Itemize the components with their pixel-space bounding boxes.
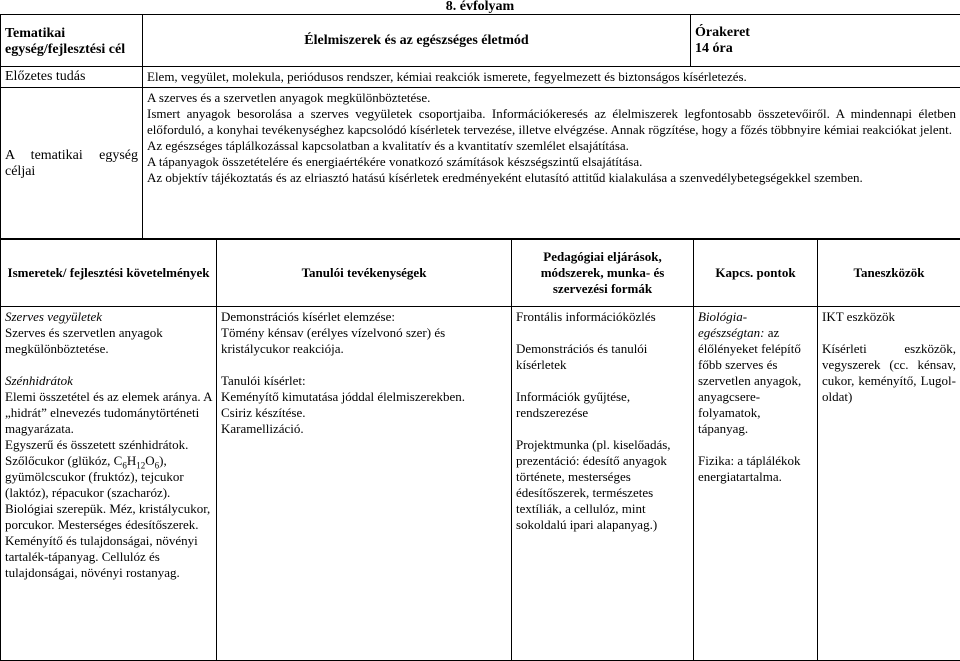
goals-row bbox=[1, 88, 960, 240]
col-header-methods: Pedagógiai eljárások, módszerek, munka- és szervezési formák bbox=[512, 239, 694, 307]
method-text: Projektmunka (pl. kiselőadás, prezentáció: édesítő anyagok története, mesterséges édesítőszerek, természetes textíliák, a cellulóz, mint sokoldalú ipari alapanyag.) bbox=[516, 437, 689, 533]
method-text: Információk gyűjtése, rendszerezése bbox=[516, 389, 689, 421]
goal-item: Az objektív tájékoztatás és az elriasztó hatású kísérletek eredményeként elutasító attitűd kialakulása a szenvedélybetegségekkel szemben. bbox=[147, 170, 956, 186]
link-text: Fizika: a táplálékok energiatartalma. bbox=[698, 453, 813, 485]
link-text: Biológia-egészségtan: az élőlényeket felépítő főbb szerves és szervetlen anyagok, anyagcsere-folyamatok, tápanyag. bbox=[698, 309, 813, 437]
goal-item: A tápanyagok összetételére és energiaértékére vonatkozó számítások készségszintű elsajátítása. bbox=[147, 154, 956, 170]
goals-text bbox=[143, 88, 960, 240]
methods-cell bbox=[512, 307, 694, 661]
content-header-row bbox=[1, 239, 960, 307]
topic-header-row bbox=[1, 15, 960, 67]
method-text: Demonstrációs és tanulói kísérletek bbox=[516, 341, 689, 373]
col-header-tools: Taneszközök bbox=[818, 239, 960, 307]
topic-title-cell: Élelmiszerek és az egészséges életmód bbox=[143, 15, 691, 67]
goal-item: Az egészséges táplálkozással kapcsolatban a kvalitatív és a kvantitatív szemlélet elsajátítása. bbox=[147, 138, 956, 154]
hours-cell bbox=[691, 15, 960, 67]
prereq-label: Előzetes tudás bbox=[1, 67, 143, 88]
tool-text: Kísérleti eszközök, vegyszerek (cc. kénsav, cukor, keményítő, Lugol-oldat) bbox=[822, 341, 956, 405]
prereq-text: Elem, vegyület, molekula, periódusos rendszer, kémiai reakciók ismerete, fegyelmezett és biztonságos kísérletezés. bbox=[143, 67, 960, 88]
col-header-links: Kapcs. pontok bbox=[694, 239, 818, 307]
activity-text: Tömény kénsav (erélyes vízelvonó szer) és kristálycukor reakciója. bbox=[221, 325, 507, 357]
goal-item: Ismert anyagok besorolása a szerves vegyületek csoportjaiba. Információkeresés az élelmiszerek legfontosabb összetevőiről. A mindennapi életben előforduló, a konyhai tevékenységhez kapcsolódó kísérletek tervezése, illetve elvégzése. Annak rögzítése, hogy a főzés többnyire kémiai reakciókat jelent. bbox=[147, 106, 956, 138]
method-text: Frontális információközlés bbox=[516, 309, 689, 325]
activity-text: Demonstrációs kísérlet elemzése: bbox=[221, 309, 507, 325]
activity-text: Csiriz készítése. bbox=[221, 405, 507, 421]
topic-summary-table bbox=[0, 14, 960, 240]
knowledge-cell bbox=[1, 307, 217, 661]
hours-label: Órakeret bbox=[695, 25, 956, 41]
content-row bbox=[1, 307, 960, 661]
subtopic-heading: Szénhidrátok bbox=[5, 373, 212, 389]
prereq-row bbox=[1, 67, 960, 88]
goal-item: A szerves és a szervetlen anyagok megkülönböztetése. bbox=[147, 90, 956, 106]
goals-label: A tematikai egység céljai bbox=[1, 88, 143, 240]
subtopic-heading: Szerves vegyületek bbox=[5, 309, 212, 325]
knowledge-text: Szerves és szervetlen anyagok megkülönböztetése. bbox=[5, 325, 212, 357]
knowledge-text: Egyszerű és összetett szénhidrátok. Szőlőcukor (glükóz, $C_6H_{12}O_6$), gyümölcscukor (fruktóz), tejcukor (laktóz), répacukor (szacharóz). Biológiai szerepük. Méz, kristálycukor, porcukor. Mesterséges édesítőszerek. Keményítő és tulajdonságai, növényi tartalék-tápanyag. Cellulóz és tulajdonságai, növényi rostanyag. bbox=[5, 437, 212, 581]
grade-heading: 8. évfolyam bbox=[0, 0, 960, 14]
knowledge-text: Elemi összetétel és az elemek aránya. A „hidrát” elnevezés tudománytörténeti magyarázata. bbox=[5, 389, 212, 437]
glucose-formula: $C_6H_{12}O_6$ bbox=[114, 453, 159, 468]
activity-text: Karamellizáció. bbox=[221, 421, 507, 437]
tools-cell bbox=[818, 307, 960, 661]
col-header-activities: Tanulói tevékenységek bbox=[217, 239, 512, 307]
activities-cell bbox=[217, 307, 512, 661]
content-table bbox=[0, 238, 960, 661]
activity-text: Keményítő kimutatása jóddal élelmiszerekben. bbox=[221, 389, 507, 405]
activity-text: Tanulói kísérlet: bbox=[221, 373, 507, 389]
tool-text: IKT eszközök bbox=[822, 309, 956, 325]
col-header-knowledge: Ismeretek/ fejlesztési követelmények bbox=[1, 239, 217, 307]
topic-label-cell: Tematikai egység/fejlesztési cél bbox=[1, 15, 143, 67]
hours-value: 14 óra bbox=[695, 41, 956, 57]
links-cell bbox=[694, 307, 818, 661]
